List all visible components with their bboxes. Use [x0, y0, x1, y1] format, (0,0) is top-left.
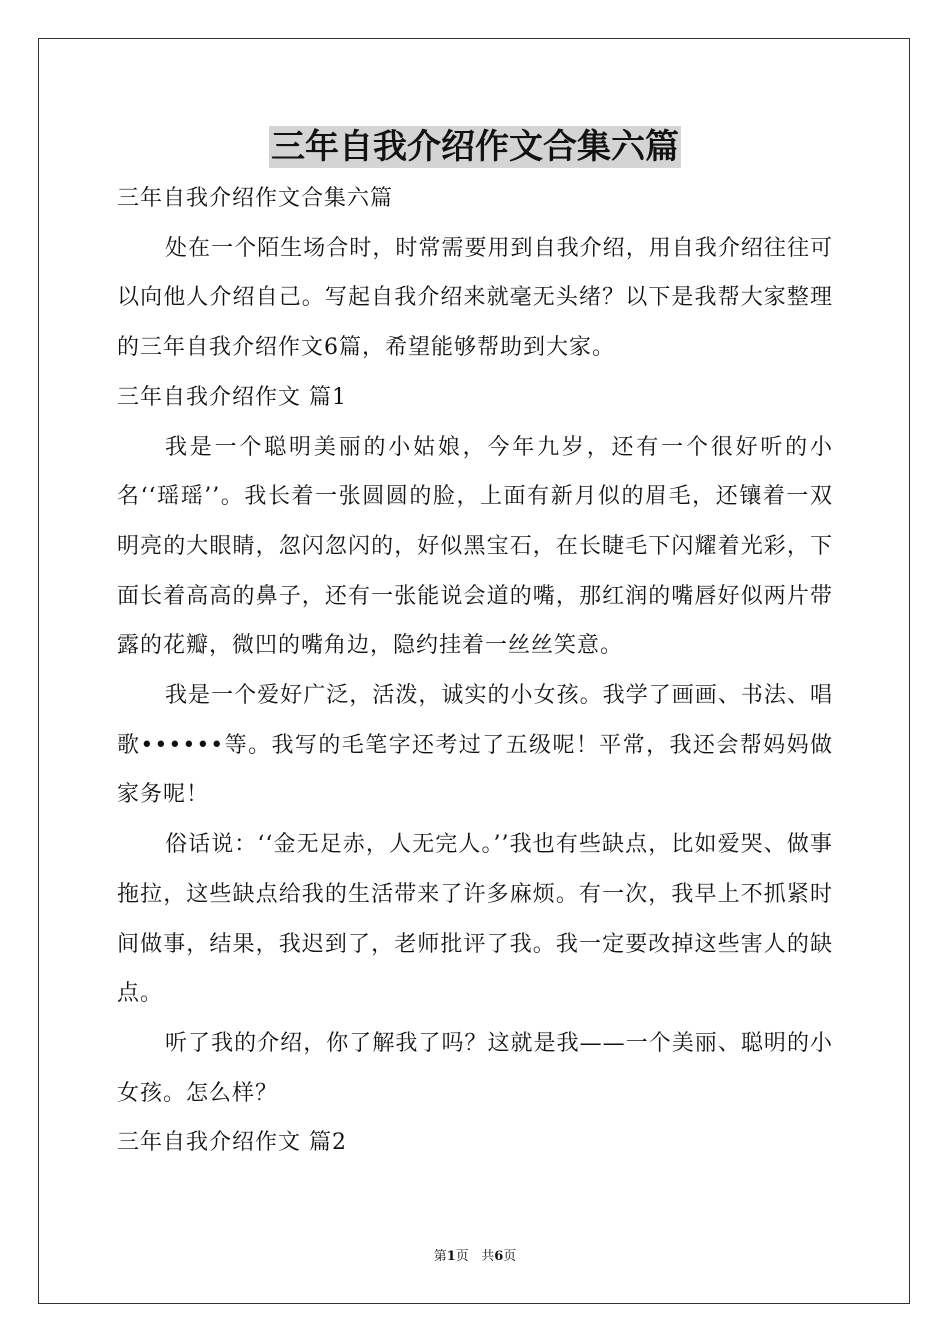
- page-prefix: 第: [433, 1249, 447, 1264]
- document-body: [117, 174, 833, 1168]
- paragraph: 三年自我介绍作文合集六篇: [117, 186, 394, 211]
- page-footer: [0, 1248, 950, 1266]
- title-container: [0, 126, 950, 168]
- page-total: 6: [494, 1249, 504, 1264]
- total-prefix: 共: [481, 1249, 495, 1264]
- total-suffix: 页: [503, 1249, 517, 1264]
- paragraph: 我是一个聪明美丽的小姑娘，今年九岁，还有一个很好听的小名‘‘瑶瑶’’。我长着一张圆圆的脸，上面有新月似的眉毛，还镶着一双明亮的大眼睛，忽闪忽闪的，好似黑宝石，在长睫毛下闪耀着光彩，下面长着高高的鼻子，还有一张能说会道的嘴，那红润的嘴唇好似两片带露的花瓣，微凹的嘴角边，隐约挂着一丝丝笑意。: [117, 434, 833, 659]
- document-title: 三年自我介绍作文合集六篇: [271, 127, 679, 167]
- paragraph: 处在一个陌生场合时，时常需要用到自我介绍，用自我介绍往往可以向他人介绍自己。写起自我介绍来就毫无头绪？以下是我帮大家整理的三年自我介绍作文6篇，希望能够帮助到大家。: [117, 235, 833, 361]
- page-current: 1: [446, 1249, 456, 1264]
- paragraph: 听了我的介绍，你了解我了吗？这就是我——一个美丽、聪明的小女孩。怎么样？: [117, 1030, 833, 1106]
- paragraph: 我是一个爱好广泛，活泼，诚实的小女孩。我学了画画、书法、唱歌••••••等。我写的毛笔字还考过了五级呢！平常，我还会帮妈妈做家务呢！: [117, 683, 833, 808]
- section-heading: 三年自我介绍作文 篇1: [117, 384, 347, 410]
- paragraph: 俗话说：‘‘金无足赤，人无完人。’’我也有些缺点，比如爱哭、做事拖拉，这些缺点给我的生活带来了许多麻烦。有一次，我早上不抓紧时间做事，结果，我迟到了，老师批评了我。我一定要改掉这些害人的缺点。: [117, 832, 833, 1007]
- page-suffix: 页: [455, 1249, 469, 1264]
- section-heading: 三年自我介绍作文 篇2: [117, 1130, 347, 1156]
